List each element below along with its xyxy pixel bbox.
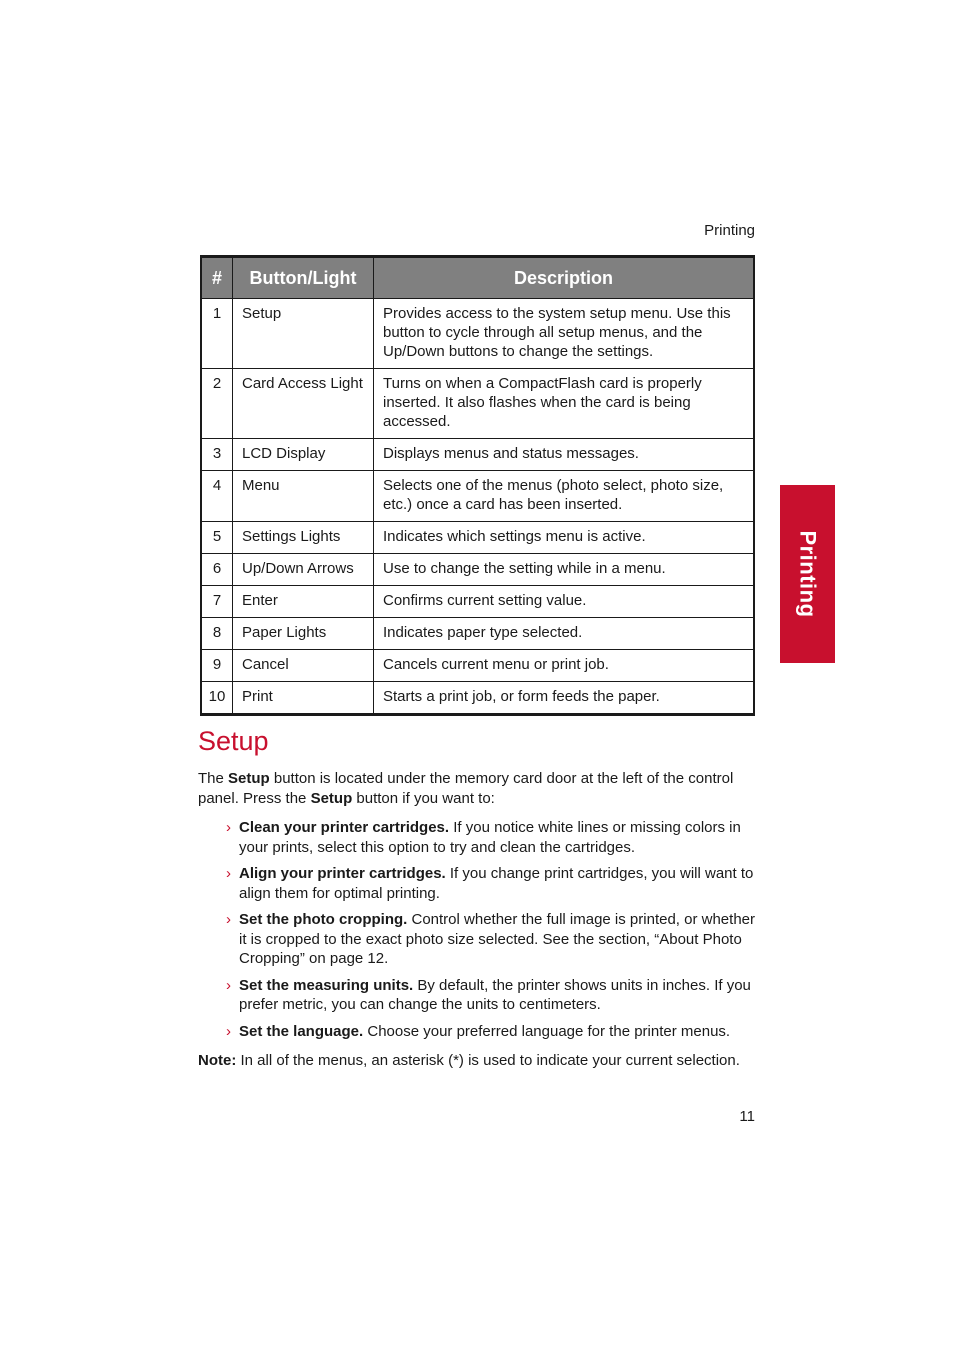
table-row (201, 439, 754, 471)
bullet-text: If you notice white lines or missing colors in your prints, select this option to try and clean the cartridges. (239, 819, 741, 856)
table-row (201, 682, 754, 715)
table-row (201, 650, 754, 682)
bullet-lead: Set the language. (239, 1022, 364, 1040)
row-button-name: Paper Lights (233, 618, 374, 650)
table-header-num: # (201, 257, 233, 299)
row-description: Starts a print job, or form feeds the paper. (374, 682, 755, 715)
row-description: Provides access to the system setup menu. Use this button to cycle through all setup menus, and the Up/Down buttons to change the settings. (374, 299, 755, 369)
table-row (201, 522, 754, 554)
chevron-right-icon: › (226, 819, 231, 836)
table-row (201, 618, 754, 650)
setup-options-list (226, 818, 756, 1048)
table-row (201, 554, 754, 586)
list-item (226, 976, 756, 1015)
row-button-name: Enter (233, 586, 374, 618)
section-title: Setup (198, 726, 269, 756)
bullet-text: By default, the printer shows units in inches. If you prefer metric, you can change the units to centimeters. (239, 976, 751, 1013)
chevron-right-icon: › (226, 1022, 231, 1040)
row-button-name: Menu (233, 471, 374, 522)
row-description: Turns on when a CompactFlash card is properly inserted. It also flashes when the card is being accessed. (374, 369, 755, 439)
row-button-name: LCD Display (233, 439, 374, 471)
table-row (201, 471, 754, 522)
row-number: 10 (201, 682, 233, 715)
intro-setup-bold-1: Setup (228, 770, 270, 787)
row-number: 5 (201, 522, 233, 554)
table-header-row (201, 257, 754, 299)
table-header-button: Button/Light (233, 257, 374, 299)
list-item (226, 818, 756, 857)
row-description: Selects one of the menus (photo select, photo size, etc.) once a card has been inserted. (374, 471, 755, 522)
row-number: 3 (201, 439, 233, 471)
row-number: 1 (201, 299, 233, 369)
list-item (226, 910, 756, 969)
bullet-lead: Set the photo cropping. (239, 911, 408, 928)
row-description: Confirms current setting value. (374, 586, 755, 618)
row-button-name: Setup (233, 299, 374, 369)
list-item (226, 1022, 756, 1042)
note-text: In all of the menus, an asterisk (*) is used to indicate your current selection. (236, 1052, 740, 1069)
bullet-text: If you change print cartridges, you will want to align them for optimal printing. (239, 865, 754, 902)
row-description: Indicates paper type selected. (374, 618, 755, 650)
section-side-tab (780, 485, 835, 663)
chevron-right-icon: › (226, 976, 231, 994)
bullet-lead: Align your printer cartridges. (239, 865, 446, 882)
side-tab-label: Printing (795, 530, 821, 618)
page-number: 11 (739, 1108, 755, 1125)
row-description: Cancels current menu or print job. (374, 650, 755, 682)
bullet-text: Control whether the full image is printed, or whether it is cropped to the exact photo size selected. See the section, “About Photo Cropping” on page 12. (239, 911, 756, 967)
row-description: Use to change the setting while in a menu. (374, 554, 755, 586)
intro-paragraph (198, 769, 758, 809)
row-number: 7 (201, 586, 233, 618)
table-row (201, 586, 754, 618)
intro-setup-bold-2: Setup (310, 790, 353, 807)
row-description: Displays menus and status messages. (374, 439, 755, 471)
intro-text-1: The (198, 770, 229, 787)
note-label: Note: (198, 1052, 237, 1069)
row-number: 2 (201, 369, 233, 439)
row-button-name: Cancel (233, 650, 374, 682)
list-item (226, 864, 756, 903)
row-number: 8 (201, 618, 233, 650)
button-light-table (200, 255, 755, 716)
row-button-name: Card Access Light (233, 369, 374, 439)
bullet-text: Choose your preferred language for the printer menus. (363, 1022, 731, 1040)
row-number: 9 (201, 650, 233, 682)
row-number: 6 (201, 554, 233, 586)
chevron-right-icon: › (226, 865, 231, 882)
bullet-lead: Set the measuring units. (239, 976, 414, 994)
row-button-name: Settings Lights (233, 522, 374, 554)
bullet-lead: Clean your printer cartridges. (239, 819, 450, 836)
intro-text-3: button if you want to: (352, 790, 495, 807)
chevron-right-icon: › (226, 911, 231, 928)
row-number: 4 (201, 471, 233, 522)
note-paragraph (198, 1051, 758, 1071)
table-header-description: Description (374, 257, 755, 299)
row-button-name: Up/Down Arrows (233, 554, 374, 586)
table-row (201, 299, 754, 369)
running-head: Printing (704, 222, 755, 239)
intro-text-2: button is located under the memory card door at the left of the control panel. Press the (198, 770, 734, 807)
row-description: Indicates which settings menu is active. (374, 522, 755, 554)
table-row (201, 369, 754, 439)
row-button-name: Print (233, 682, 374, 715)
